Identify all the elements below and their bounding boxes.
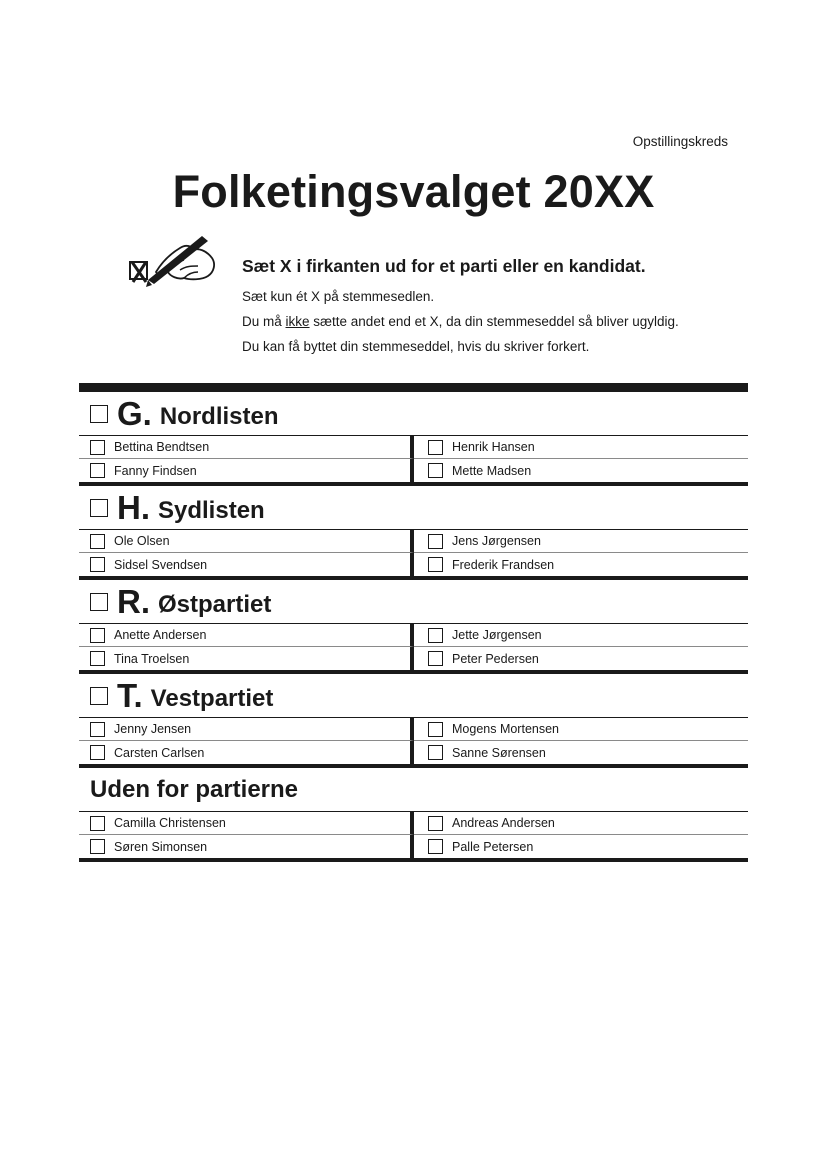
party-checkbox[interactable] [90, 687, 108, 705]
candidate-name: Mogens Mortensen [452, 722, 560, 736]
independents-header [79, 768, 748, 812]
candidate-checkbox[interactable] [428, 745, 443, 760]
ballot-table [79, 383, 748, 862]
independents-title: Uden for partierne [90, 775, 299, 803]
party-section-t [79, 674, 748, 768]
party-section-g [79, 392, 748, 486]
candidate-checkbox[interactable] [90, 534, 105, 549]
instruction-line-2-end: sætte andet end et X, da din stemmeseddel så bliver ugyldig. [309, 314, 679, 329]
instruction-heading: Sæt X i firkanten ud for et parti eller en kandidat. [242, 256, 646, 276]
party-letter: G. [117, 394, 152, 432]
party-letter: R. [117, 582, 150, 620]
party-checkbox[interactable] [90, 593, 108, 611]
candidate-row[interactable] [79, 741, 414, 764]
instruction-line-2-start: Du må [242, 314, 286, 329]
candidate-grid [79, 530, 748, 576]
party-checkbox[interactable] [90, 405, 108, 423]
party-checkbox[interactable] [90, 499, 108, 517]
candidate-row[interactable] [79, 553, 414, 576]
candidate-row[interactable] [414, 718, 748, 741]
candidate-name: Carsten Carlsen [114, 745, 205, 760]
candidate-checkbox[interactable] [90, 839, 105, 854]
instruction-emphasis: ikke [285, 314, 310, 329]
candidate-name: Frederik Frandsen [452, 557, 555, 572]
candidate-name: Tina Troelsen [114, 651, 190, 666]
independents-section [79, 768, 748, 862]
candidate-checkbox[interactable] [428, 628, 443, 643]
candidate-name: Camilla Christensen [114, 816, 226, 830]
candidate-name: Anette Andersen [114, 628, 207, 642]
candidate-checkbox[interactable] [90, 651, 105, 666]
candidate-name: Henrik Hansen [452, 440, 535, 454]
ballot-title: Folketingsvalget 20XX [172, 166, 655, 217]
candidate-row[interactable] [79, 459, 414, 482]
party-section-h [79, 486, 748, 580]
candidate-checkbox[interactable] [90, 463, 105, 478]
candidate-row[interactable] [414, 812, 748, 835]
instructions [242, 256, 679, 359]
candidate-name: Jette Jørgensen [452, 628, 542, 642]
candidate-name: Andreas Andersen [452, 816, 555, 830]
candidate-name: Mette Madsen [452, 463, 532, 478]
instruction-line-3: Du kan få byttet din stemmeseddel, hvis du skriver forkert. [242, 339, 590, 354]
candidate-name: Søren Simonsen [114, 839, 208, 854]
hand-writing-x-icon [128, 232, 218, 292]
candidate-checkbox[interactable] [428, 651, 443, 666]
party-header [79, 392, 748, 436]
candidate-checkbox[interactable] [428, 534, 443, 549]
instruction-line-1: Sæt kun ét X på stemmesedlen. [242, 289, 435, 304]
candidate-row[interactable] [79, 436, 414, 459]
party-name: Vestpartiet [150, 684, 274, 712]
party-header [79, 486, 748, 530]
candidate-checkbox[interactable] [428, 816, 443, 831]
candidate-checkbox[interactable] [428, 557, 443, 572]
candidate-row[interactable] [79, 647, 414, 670]
party-name: Østpartiet [158, 590, 272, 618]
candidate-row[interactable] [79, 812, 414, 835]
candidate-row[interactable] [79, 624, 414, 647]
candidate-name: Palle Petersen [452, 839, 534, 854]
district-label: Opstillingskreds [632, 134, 728, 149]
candidate-name: Jens Jørgensen [452, 534, 541, 548]
candidate-checkbox[interactable] [90, 816, 105, 831]
candidate-checkbox[interactable] [428, 839, 443, 854]
party-letter: T. [117, 676, 143, 714]
party-header [79, 674, 748, 718]
candidate-checkbox[interactable] [90, 628, 105, 643]
candidate-grid [79, 718, 748, 764]
candidate-row[interactable] [414, 624, 748, 647]
candidate-checkbox[interactable] [428, 463, 443, 478]
candidate-row[interactable] [414, 835, 748, 858]
candidate-grid [79, 436, 748, 482]
candidate-row[interactable] [414, 647, 748, 670]
candidate-row[interactable] [414, 530, 748, 553]
candidate-row[interactable] [414, 741, 748, 764]
instruction-line-2 [242, 309, 679, 334]
candidate-row[interactable] [414, 553, 748, 576]
candidate-checkbox[interactable] [428, 440, 443, 455]
party-header [79, 580, 748, 624]
party-section-r [79, 580, 748, 674]
party-name: Sydlisten [158, 496, 265, 524]
candidate-name: Bettina Bendtsen [114, 440, 210, 454]
candidate-checkbox[interactable] [90, 557, 105, 572]
candidate-grid [79, 624, 748, 670]
candidate-row[interactable] [414, 459, 748, 482]
candidate-name: Peter Pedersen [452, 651, 539, 666]
candidate-row[interactable] [79, 718, 414, 741]
candidate-name: Sanne Sørensen [452, 745, 546, 760]
candidate-name: Jenny Jensen [114, 722, 192, 736]
candidate-checkbox[interactable] [428, 722, 443, 737]
candidate-name: Ole Olsen [114, 534, 170, 548]
candidate-row[interactable] [79, 835, 414, 858]
party-letter: H. [117, 488, 150, 526]
party-name: Nordlisten [159, 402, 279, 430]
candidate-checkbox[interactable] [90, 722, 105, 737]
candidate-row[interactable] [414, 436, 748, 459]
candidate-checkbox[interactable] [90, 745, 105, 760]
candidate-row[interactable] [79, 530, 414, 553]
candidate-name: Fanny Findsen [114, 463, 197, 478]
candidate-checkbox[interactable] [90, 440, 105, 455]
candidate-name: Sidsel Svendsen [114, 557, 208, 572]
candidate-grid [79, 812, 748, 858]
